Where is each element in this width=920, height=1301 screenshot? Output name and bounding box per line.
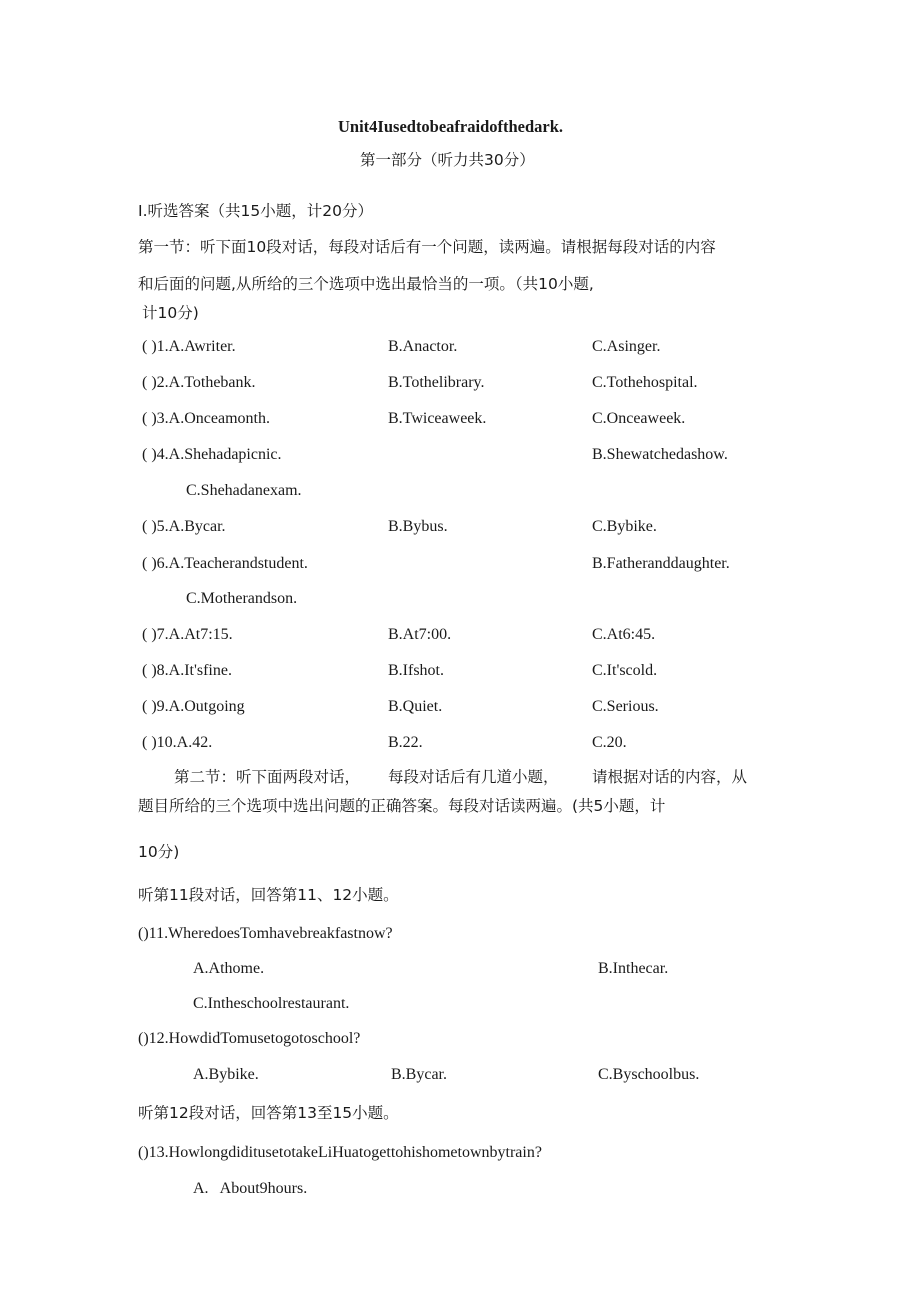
dialog-11-heading: 听第11段对话，回答第11、12小题。 xyxy=(138,886,399,904)
q2-option-a: ( )2.A.Tothebank. xyxy=(142,374,256,391)
section2-instruction-line3: 10分) xyxy=(138,843,180,861)
q9-option-b: B.Quiet. xyxy=(388,698,443,715)
q10-option-c: C.20. xyxy=(592,734,627,751)
q8-option-c: C.It'scold. xyxy=(592,662,658,679)
section2-instruction-line2: 题目所给的三个选项中选出问题的正确答案。每段对话读两遍。(共5小题，计 xyxy=(138,797,666,815)
q5-option-c: C.Bybike. xyxy=(592,518,657,535)
q12-option-a: A.Bybike. xyxy=(193,1066,259,1083)
q3-option-b: B.Twiceaweek. xyxy=(388,410,487,427)
q6-option-a: ( )6.A.Teacherandstudent. xyxy=(142,555,308,572)
q4-option-a: ( )4.A.Shehadapicnic. xyxy=(142,446,282,463)
q11-option-c: C.Intheschoolrestaurant. xyxy=(193,995,350,1012)
section1-heading: I.听选答案（共15小题，计20分） xyxy=(138,202,373,220)
q9-option-c: C.Serious. xyxy=(592,698,659,715)
q12-option-c: C.Byschoolbus. xyxy=(598,1066,700,1083)
q11-option-a: A.Athome. xyxy=(193,960,265,977)
q8-option-b: B.Ifshot. xyxy=(388,662,444,679)
q12-stem: ()12.HowdidTomusetogotoschool? xyxy=(138,1030,361,1047)
section2-instruction-line1b: 每段对话后有几道小题， xyxy=(388,768,559,786)
q4-option-b: B.Shewatchedashow. xyxy=(592,446,728,463)
q1-option-a: ( )1.A.Awriter. xyxy=(142,338,236,355)
section1-instruction-line3: 计10分) xyxy=(142,304,199,322)
section1-instruction-line1: 第一节：听下面10段对话，每段对话后有一个问题，读两遍。请根据每段对话的内容 xyxy=(138,238,716,256)
q10-option-b: B.22. xyxy=(388,734,423,751)
q6-option-c: C.Motherandson. xyxy=(186,590,298,607)
q11-option-b: B.Inthecar. xyxy=(598,960,669,977)
q6-option-b: B.Fatheranddaughter. xyxy=(592,555,730,572)
section2-instruction-line1a: 第二节：听下面两段对话， xyxy=(174,768,361,786)
q7-option-c: C.At6:45. xyxy=(592,626,656,643)
q7-option-a: ( )7.A.At7:15. xyxy=(142,626,233,643)
q13-option-a: A. About9hours. xyxy=(193,1180,308,1197)
q2-option-c: C.Tothehospital. xyxy=(592,374,698,391)
q3-option-a: ( )3.A.Onceamonth. xyxy=(142,410,270,427)
page-title: Unit4Iusedtobeafraidofthedark. xyxy=(338,117,564,136)
q10-option-a: ( )10.A.42. xyxy=(142,734,213,751)
q13-stem: ()13.HowlongdiditusetotakeLiHuatogettohishometownbytrain? xyxy=(138,1144,542,1161)
q12-option-b: B.Bycar. xyxy=(391,1066,447,1083)
q9-option-a: ( )9.A.Outgoing xyxy=(142,698,245,715)
dialog-12-heading: 听第12段对话，回答第13至15小题。 xyxy=(138,1104,399,1122)
q8-option-a: ( )8.A.It'sfine. xyxy=(142,662,232,679)
section1-instruction-line2: 和后面的问题,从所给的三个选项中选出最恰当的一项。（共10小题, xyxy=(138,275,594,293)
q5-option-b: B.Bybus. xyxy=(388,518,448,535)
part-heading: 第一部分（听力共30分） xyxy=(360,151,535,169)
q4-option-c: C.Shehadanexam. xyxy=(186,482,302,499)
section2-instruction-line1c: 请根据对话的内容，从 xyxy=(592,768,748,786)
q3-option-c: C.Onceaweek. xyxy=(592,410,686,427)
q2-option-b: B.Tothelibrary. xyxy=(388,374,485,391)
q7-option-b: B.At7:00. xyxy=(388,626,452,643)
q1-option-c: C.Asinger. xyxy=(592,338,661,355)
q5-option-a: ( )5.A.Bycar. xyxy=(142,518,226,535)
q11-stem: ()11.WheredoesTomhavebreakfastnow? xyxy=(138,925,393,942)
q1-option-b: B.Anactor. xyxy=(388,338,458,355)
